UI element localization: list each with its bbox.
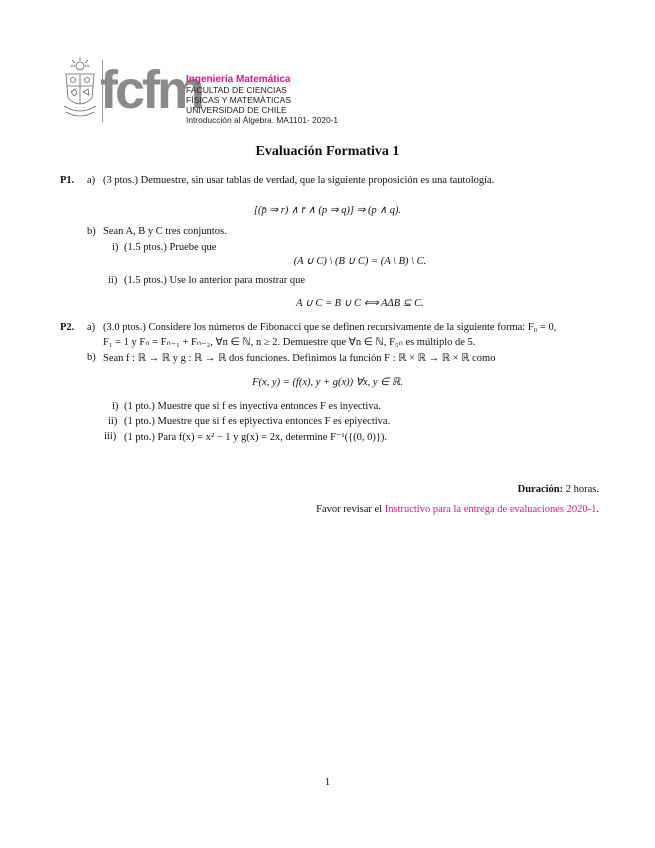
- review-note: [316, 504, 599, 515]
- p2-iii-text: (1 pto.) Para f(x) = x² − 1 y g(x) = 2x, determine F⁻¹({(0, 0)}).: [124, 432, 388, 443]
- p2-b-formula: F(x, y) = (f(x), y + g(x)) ∀x, y ∈ ℝ.: [252, 377, 403, 388]
- header-line2: FÍSICAS Y MATEMÁTICAS: [186, 95, 292, 105]
- p2-iii-label: iii): [104, 431, 117, 442]
- p2-a-text2: F₁ = 1 y Fₙ = Fₙ₋₁ + Fₙ₋₂, ∀n ∈ ℕ, n ≥ 2. Demuestre que ∀n ∈ ℕ, F₅ₙ es múltiplo de 5.: [103, 337, 476, 348]
- duration-label: Duración:: [517, 484, 564, 495]
- review-prefix: Favor revisar el: [316, 504, 383, 515]
- instructivo-link[interactable]: Instructivo para la entrega de evaluaciones 2020-1: [384, 504, 597, 515]
- p2-a-text1: (3.0 ptos.) Considere los números de Fibonacci que se definen recursivamente de la siguiente forma: F₀ = 0,: [103, 322, 557, 333]
- header-line3: UNIVERSIDAD DE CHILE: [186, 105, 287, 115]
- header-course: Introducción al Álgebra. MA1101- 2020-1: [186, 115, 339, 125]
- p1-a-text: (3 ptos.) Demuestre, sin usar tablas de verdad, que la siguiente proposición es una tautología.: [103, 175, 495, 186]
- header-line1: FACULTAD DE CIENCIAS: [186, 85, 287, 95]
- page-title: Evaluación Formativa 1: [255, 144, 400, 159]
- duration-value: 2 horas.: [565, 484, 599, 495]
- p1-i-formula: (A ∪ C) \ (B ∪ C) = (A \ B) \ C.: [293, 256, 427, 267]
- university-seal-logo: [62, 56, 98, 122]
- p1-i-text: (1.5 ptos.) Pruebe que: [124, 242, 217, 253]
- p2-ii-label: ii): [108, 416, 118, 427]
- p1-i-label: i): [112, 242, 119, 253]
- p1-ii-text: (1.5 ptos.) Use lo anterior para mostrar que: [124, 275, 306, 286]
- p2-b-text: Sean f : ℝ → ℝ y g : ℝ → ℝ dos funciones. Definimos la función F : ℝ × ℝ → ℝ × ℝ como: [103, 353, 496, 364]
- duration: [518, 484, 599, 495]
- p1-ii-label: ii): [108, 275, 118, 286]
- p2-b-label: b): [87, 352, 96, 363]
- page-number: 1: [324, 776, 331, 788]
- review-suffix: .: [596, 504, 599, 515]
- p1-a-label: a): [87, 175, 96, 186]
- fcfm-logo: fcfm: [100, 60, 203, 120]
- p1-b-label: b): [87, 226, 96, 237]
- p2-label: P2.: [60, 322, 75, 333]
- p2-i-text: (1 pto.) Muestre que si f es inyectiva entonces F es inyectiva.: [124, 401, 381, 412]
- p2-a-label: a): [87, 322, 96, 333]
- p2-i-label: i): [112, 401, 119, 412]
- p1-b-text: Sean A, B y C tres conjuntos.: [103, 226, 227, 237]
- header-dept: Ingeniería Matemática: [186, 74, 291, 85]
- p1-ii-formula: A ∪ C = B ∪ C ⟺ AΔB ⊆ C.: [296, 298, 424, 309]
- p2-ii-text: (1 pto.) Muestre que si f es epiyectiva entonces F es epiyectiva.: [124, 416, 391, 427]
- p1-a-formula: [(p̄ ⇒ r) ∧ r̄ ∧ (p ⇒ q)] ⇒ (p ∧ q).: [253, 205, 402, 216]
- p1-label: P1.: [60, 175, 75, 186]
